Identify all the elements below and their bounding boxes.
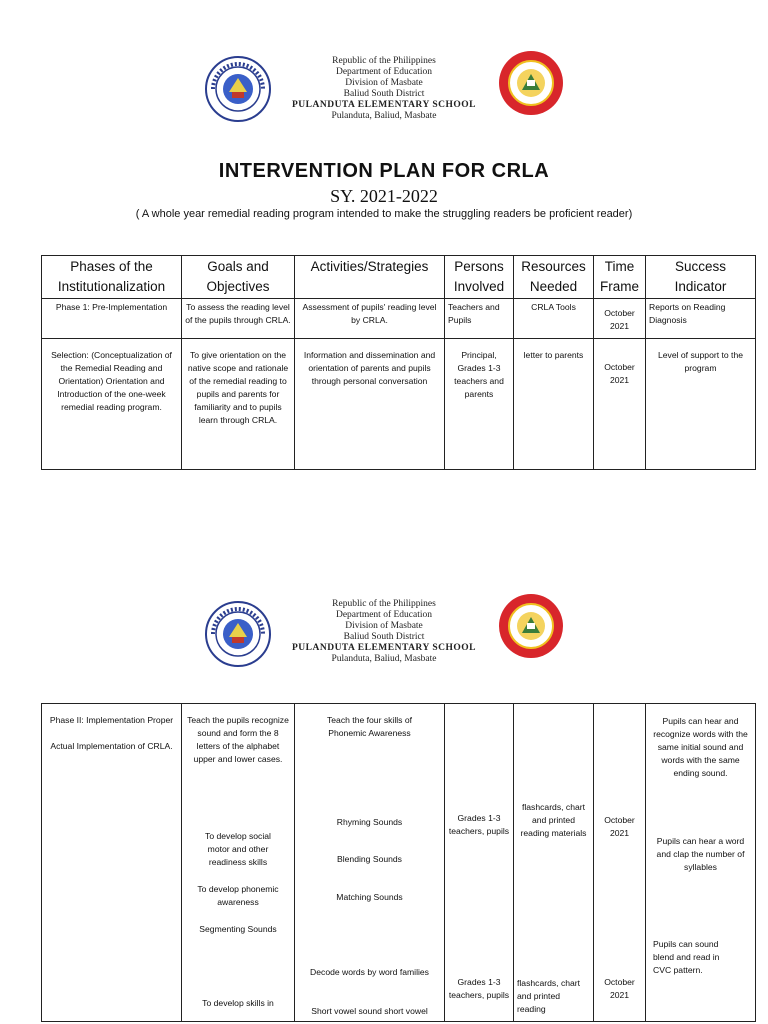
letterhead-top [0,50,768,130]
table-row [42,299,756,339]
persons-item: Grades 1-3 teachers, pupils [448,977,510,1000]
cell-phase: Selection: (Conceptualization of the Remedial Reading and Orientation) Orientation and Introduction of the one-week remedial reading program. [42,339,182,470]
header-time-frame: Time Frame [594,256,646,299]
time-item: October 2021 [604,977,635,1000]
letterhead-text [240,56,528,122]
phase-subtitle: Actual Implementation of CRLA. [50,741,173,751]
cell-persons: Principal, Grades 1-3 teachers and parents [445,339,514,470]
cell-persons: Teachers and Pupils [445,299,514,339]
district-line: Baliud South District [343,632,425,642]
republic-line: Republic of the Philippines [332,599,436,609]
division-line: Division of Masbate [345,78,423,88]
school-address: Pulanduta, Baliud, Masbate [331,111,437,121]
cell-resources: CRLA Tools [514,299,594,339]
cell-resources: letter to parents [514,339,594,470]
indicator-item: Pupils can hear a word and clap the number of syllables [656,836,745,872]
school-seal-icon [498,593,564,659]
cell-indicator: Reports on Reading Diagnosis [646,299,756,339]
cell-goal: To assess the reading level of the pupils through CRLA. [182,299,295,339]
school-name: PULANDUTA ELEMENTARY SCHOOL [291,100,476,110]
activity-item: Rhyming Sounds [336,817,403,827]
cell-time: October 2021 [594,299,646,339]
table-row [42,704,756,1022]
page-subtitle: ( A whole year remedial reading program intended to make the struggling readers be proficient reader) [135,208,633,220]
intervention-table-1 [41,255,756,470]
intervention-table-2 [41,703,756,1022]
activity-item: Decode words by word families [310,967,429,977]
cell-phase: Phase 1: Pre-Implementation [42,299,182,339]
cell-activity: Information and dissemination and orientation of parents and pupils through personal conversation [295,339,445,470]
table-row [42,339,756,470]
activity-item: Matching Sounds [336,892,403,902]
indicator-item: Pupils can sound blend and read in CVC pattern. [653,939,720,975]
republic-line: Republic of the Philippines [332,56,436,66]
school-seal-icon [498,50,564,116]
school-address: Pulanduta, Baliud, Masbate [331,654,437,664]
table-header-row [42,256,756,299]
goal-item: Segmenting Sounds [199,924,277,934]
activity-item: Teach the four skills of Phonemic Awareness [326,715,413,738]
department-line: Department of Education [335,67,433,77]
header-resources: Resources Needed [514,256,594,299]
header-phases: Phases of the Institutionalization [42,256,182,299]
cell-activity [295,704,445,1022]
cell-phase [42,704,182,1022]
header-success-indicator: Success Indicator [646,256,756,299]
header-persons: Persons Involved [445,256,514,299]
header-activities: Activities/Strategies [295,256,445,299]
department-line: Department of Education [335,610,433,620]
letterhead-text [240,599,528,665]
cell-indicator: Level of support to the program [646,339,756,470]
school-year: SY. 2021-2022 [330,186,438,206]
cell-activity: Assessment of pupils' reading level by CRLA. [295,299,445,339]
cell-goal [182,704,295,1022]
indicator-item: Pupils can hear and recognize words with the same initial sound and words with the same ending sound. [653,716,748,778]
division-line: Division of Masbate [345,621,423,631]
letterhead-second [0,593,768,673]
goal-item: To develop phonemic awareness [197,884,279,907]
header-goals: Goals and Objectives [182,256,295,299]
cell-goal: To give orientation on the native scope and rationale of the remedial reading to pupils and parents for familiarity and to pupils learn through CRLA. [182,339,295,470]
resources-item: flashcards, chart and printed reading [517,978,581,1014]
cell-resources [514,704,594,1022]
activity-item: Short vowel sound short vowel [311,1006,428,1016]
goal-item: To develop social motor and other readiness skills [205,831,271,867]
page-title: INTERVENTION PLAN FOR CRLA [218,160,550,182]
goal-item: To develop skills in [202,998,274,1008]
time-item: October 2021 [604,815,635,838]
persons-item: Grades 1-3 teachers, pupils [448,813,510,836]
activity-item: Blending Sounds [337,854,402,864]
phase-title: Phase II: Implementation Proper [49,715,174,725]
school-name: PULANDUTA ELEMENTARY SCHOOL [291,643,476,653]
cell-persons [445,704,514,1022]
cell-time: October 2021 [594,339,646,470]
cell-indicator [646,704,756,1022]
cell-time [594,704,646,1022]
goal-item: Teach the pupils recognize sound and form the 8 letters of the alphabet upper and lower cases. [187,715,289,764]
resources-item: flashcards, chart and printed reading materials [520,802,587,838]
district-line: Baliud South District [343,89,425,99]
